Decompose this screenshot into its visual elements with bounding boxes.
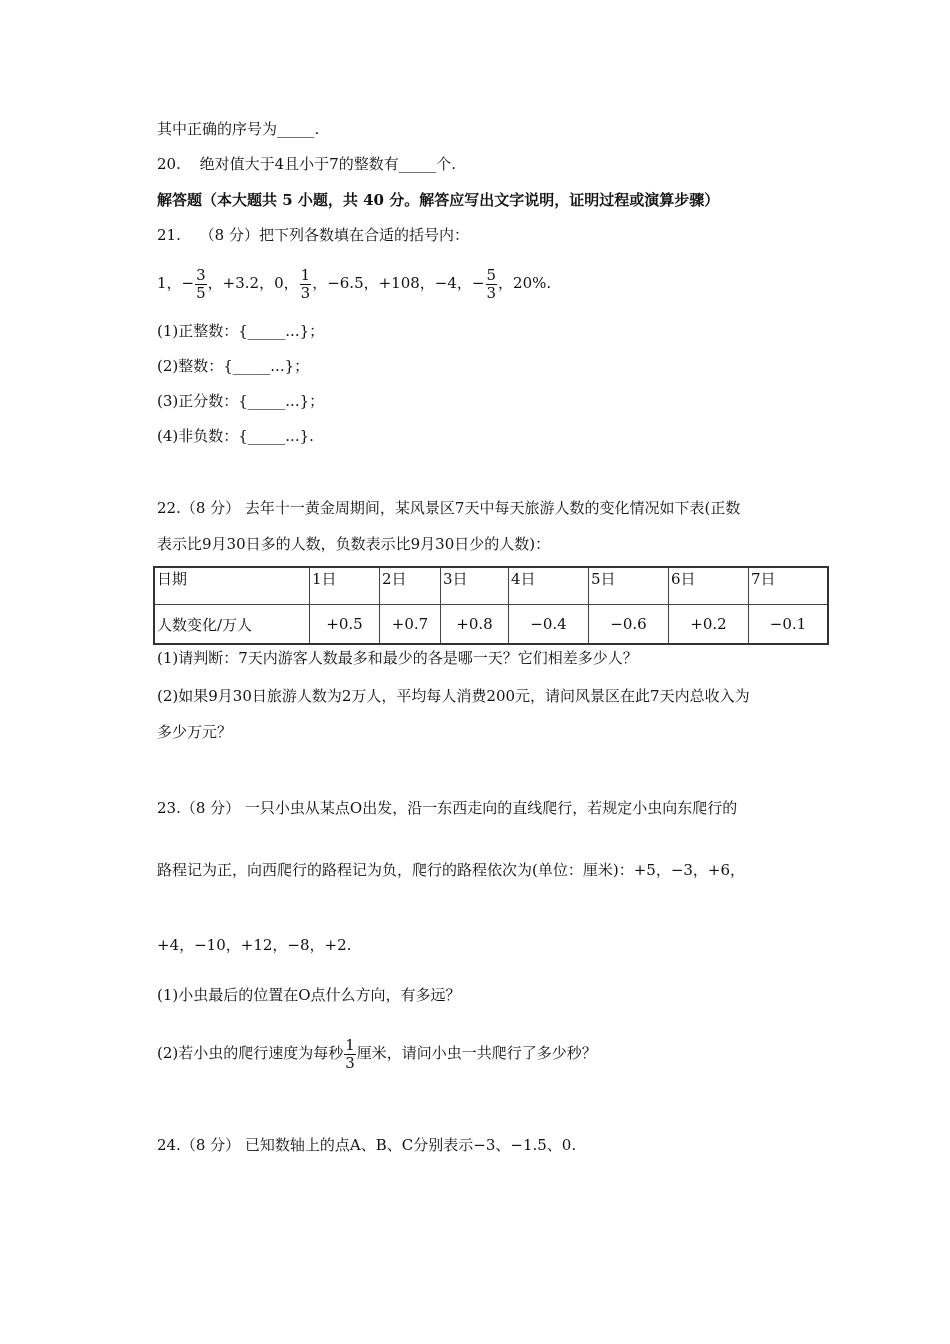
fraction-1-3: $\frac{1}{3}$ — [345, 1035, 355, 1072]
table-cell: 2日 — [380, 567, 441, 605]
q20-text: 绝对值大于4且小于7的整数有_____个. — [199, 155, 456, 173]
table-cell: 日期 — [154, 567, 310, 605]
q21-title — [157, 224, 469, 246]
table-cell: 5日 — [589, 567, 669, 605]
table-cell: +0.8 — [441, 605, 509, 645]
q19-answer-line: 其中正确的序号为_____. — [157, 120, 320, 138]
fraction-5-3: $\frac{5}{3}$ — [486, 265, 497, 302]
q20-line — [157, 153, 456, 175]
q23-sub-2-post: 厘米，请问小虫一共爬行了多少秒？ — [356, 1044, 597, 1062]
num-list-part: 1，− — [157, 274, 195, 292]
q21-number-list — [157, 262, 551, 304]
table-cell: +0.5 — [310, 605, 380, 645]
table-cell: +0.2 — [669, 605, 749, 645]
q23-line-2: 路程记为正，向西爬行的路程记为负，爬行的路程依次为(单位：厘米)：+5，−3，+6， — [157, 861, 746, 879]
table-cell: 7日 — [749, 567, 829, 605]
table-cell: 1日 — [310, 567, 380, 605]
table-header-row — [154, 567, 828, 605]
table-row — [154, 605, 828, 645]
q22-sub-2b: 多少万元？ — [157, 723, 233, 741]
table-cell: −0.1 — [749, 605, 829, 645]
fraction-1-3: $\frac{1}{3}$ — [300, 265, 311, 302]
q23-line-3: +4，−10，+12，−8，+2. — [157, 936, 352, 954]
table-cell: 4日 — [509, 567, 589, 605]
table-cell: 3日 — [441, 567, 509, 605]
q21-item-1: (1)正整数：{_____...}； — [157, 322, 325, 340]
q22-sub-1: (1)请判断：7天内游客人数最多和最少的各是哪一天？它们相差多少人？ — [157, 649, 638, 667]
visitor-change-table — [153, 566, 829, 645]
num-list-part: ，−6.5，+108，−4，− — [312, 274, 485, 292]
table-cell: +0.7 — [380, 605, 441, 645]
q21-item-4: (4)非负数：{_____...}. — [157, 427, 314, 445]
q20-number: 20. — [157, 155, 181, 173]
q22-line-2: 表示比9月30日多的人数，负数表示比9月30日少的人数)： — [157, 535, 551, 553]
fraction-3-5: $\frac{3}{5}$ — [196, 265, 206, 302]
section-header: 解答题（本大题共 5 小题，共 40 分。解答应写出文字说明，证明过程或演算步骤） — [157, 191, 720, 209]
q23-sub-1: (1)小虫最后的位置在O点什么方向，有多远？ — [157, 986, 461, 1004]
table-cell: 6日 — [669, 567, 749, 605]
q21-item-3: (3)正分数：{_____...}； — [157, 392, 325, 410]
q21-item-2: (2)整数：{_____...}； — [157, 357, 310, 375]
q22-line-1: 22.（8 分） 去年十一黄金周期间，某风景区7天中每天旅游人数的变化情况如下表(正数 — [157, 499, 741, 517]
table-cell: 人数变化/万人 — [154, 605, 310, 645]
q21-title-text: （8 分）把下列各数填在合适的括号内： — [199, 226, 469, 244]
q24-line-1: 24.（8 分） 已知数轴上的点A、B、C分别表示−3、−1.5、0. — [157, 1136, 577, 1154]
num-list-part: ，20%. — [498, 274, 552, 292]
q23-line-1: 23.（8 分） 一只小虫从某点O出发，沿一东西走向的直线爬行，若规定小虫向东爬行的 — [157, 799, 738, 817]
num-list-part: ，+3.2，0， — [207, 274, 299, 292]
q22-sub-2a: (2)如果9月30日旅游人数为2万人，平均每人消费200元，请问风景区在此7天内总收入为 — [157, 687, 750, 705]
q23-sub-2-pre: (2)若小虫的爬行速度为每秒 — [157, 1044, 344, 1062]
q23-sub-2 — [157, 1032, 597, 1074]
table-cell: −0.6 — [589, 605, 669, 645]
q21-number: 21. — [157, 226, 181, 244]
table-cell: −0.4 — [509, 605, 589, 645]
